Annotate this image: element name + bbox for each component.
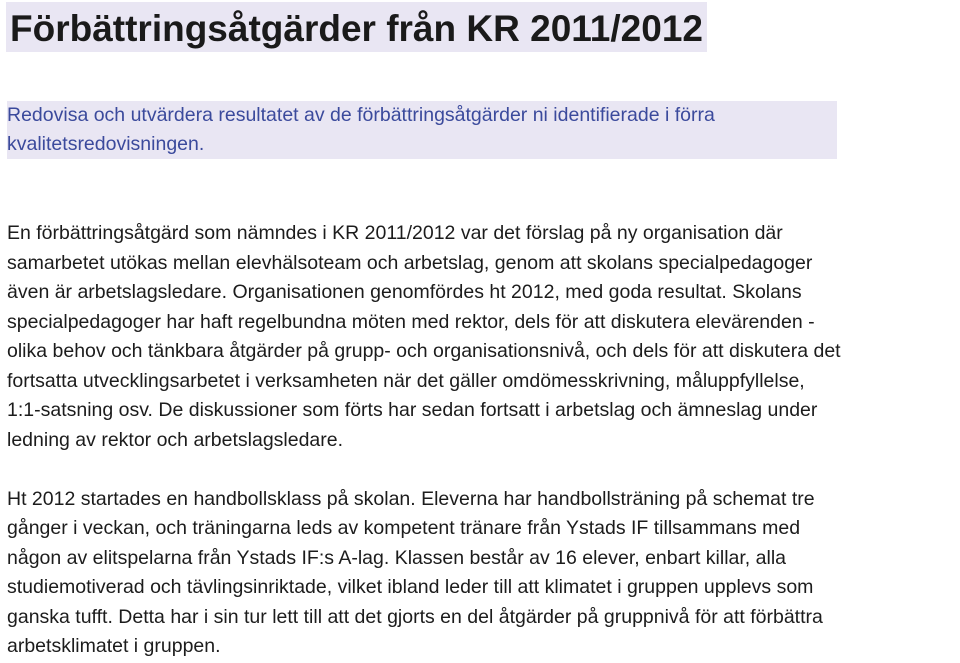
text-line: En förbättringsåtgärd som nämndes i KR 2011/2012 var det förslag på ny organisation där <box>7 222 783 244</box>
text-line: arbetsklimatet i gruppen. <box>7 635 221 657</box>
text-line: ganska tufft. Detta har i sin tur lett till att det gjorts en del åtgärder på gruppnivå för att förbättra <box>7 605 823 628</box>
text-line: fortsatta utvecklingsarbetet i verksamheten när det gäller omdömesskrivning, måluppfyllelse, <box>7 369 805 392</box>
text-line: även är arbetslagsledare. Organisationen genomfördes ht 2012, med goda resultat. Skolans <box>7 281 802 303</box>
paragraph-organisation <box>7 219 960 455</box>
text-line: 1:1-satsning osv. De diskussioner som förts har sedan fortsatt i arbetslag och ämneslag under <box>7 399 818 421</box>
page-title: Förbättringsåtgärder från KR 2011/2012 <box>10 8 703 49</box>
text-line: ledning av rektor och arbetslagsledare. <box>7 428 344 451</box>
instruction-line: kvalitetsredovisningen. <box>7 130 837 159</box>
text-line: specialpedagoger har haft regelbundna möten med rektor, dels för att diskutera elevärenden - <box>7 310 815 333</box>
title-highlight <box>6 2 707 52</box>
text-line: studiemotiverad och tävlingsinriktade, vilket ibland leder till att klimatet i gruppen upplevs som <box>7 576 814 598</box>
text-line: olika behov och tänkbara åtgärder på grupp- och organisationsnivå, och dels för att diskutera det <box>7 340 841 362</box>
text-line: någon av elitspelarna från Ystads IF:s A-lag. Klassen består av 16 elever, enbart killar, alla <box>7 546 787 569</box>
text-line: Ht 2012 startades en handbollsklass på skolan. Eleverna har handbollsträning på schemat tre <box>7 487 815 510</box>
instruction-line: Redovisa och utvärdera resultatet av de förbättringsåtgärder ni identifierade i förra <box>7 101 837 130</box>
text-line: gånger i veckan, och träningarna leds av kompetent tränare från Ystads IF tillsammans med <box>7 517 801 539</box>
instruction-text <box>7 101 837 159</box>
document-body <box>7 219 960 662</box>
text-line: samarbetet utökas mellan elevhälsoteam och arbetslag, genom att skolans specialpedagoger <box>7 251 813 274</box>
paragraph-handbollsklass <box>7 485 960 662</box>
